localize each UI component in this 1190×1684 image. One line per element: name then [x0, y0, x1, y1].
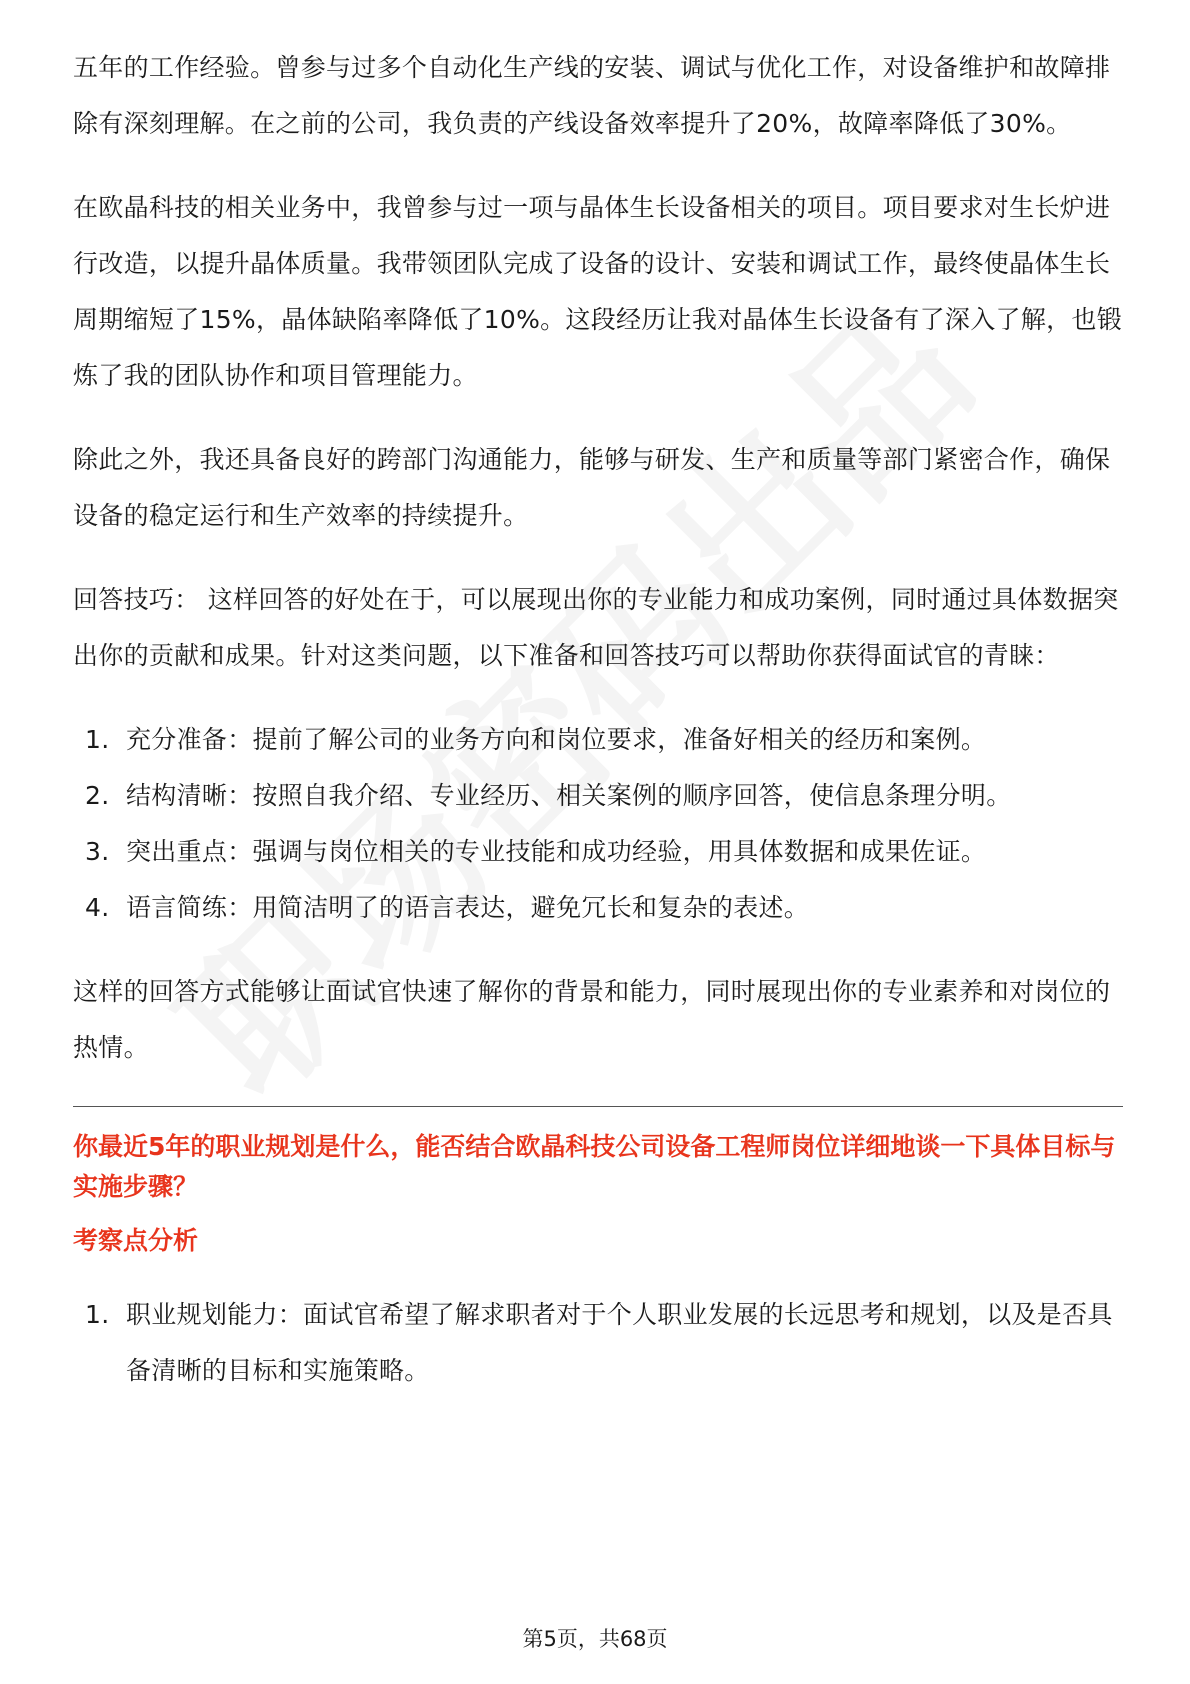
analysis-list: [73, 1287, 1123, 1399]
analysis-heading: 考察点分析: [73, 1226, 199, 1255]
list-text: 职业规划能力：面试官希望了解求职者对于个人职业发展的长远思考和规划，以及是否具备清晰的目标和实施策略。: [126, 1300, 1113, 1385]
list-number: 2.: [85, 781, 110, 810]
tips-list: [73, 712, 1123, 936]
section-divider: [73, 1106, 1123, 1107]
list-text: 突出重点：强调与岗位相关的专业技能和成功经验，用具体数据和成果佐证。: [126, 837, 987, 866]
list-text: 充分准备：提前了解公司的业务方向和岗位要求，准备好相关的经历和案例。: [126, 725, 987, 754]
paragraph-experience: 五年的工作经验。曾参与过多个自动化生产线的安装、调试与优化工作，对设备维护和故障排除有深刻理解。在之前的公司，我负责的产线设备效率提升了20%，故障率降低了30%。: [73, 53, 1111, 138]
list-text: 结构清晰：按照自我介绍、专业经历、相关案例的顺序回答，使信息条理分明。: [126, 781, 1012, 810]
list-number: 1.: [85, 1300, 110, 1329]
list-number: 4.: [85, 893, 110, 922]
page-footer: 第5页，共68页: [522, 1627, 668, 1651]
paragraph-answer-tips: 回答技巧： 这样回答的好处在于，可以展现出你的专业能力和成功案例，同时通过具体数据突出你的贡献和成果。针对这类问题，以下准备和回答技巧可以帮助你获得面试官的青睐：: [73, 585, 1119, 670]
list-item: [73, 880, 1123, 936]
list-item: [73, 768, 1123, 824]
list-item: [73, 1287, 1123, 1399]
question-heading: 你最近5年的职业规划是什么，能否结合欧晶科技公司设备工程师岗位详细地谈一下具体目标与实施步骤？: [73, 1132, 1116, 1201]
document-page: [73, 40, 1123, 1427]
list-text: 语言简练：用简洁明了的语言表达，避免冗长和复杂的表述。: [126, 893, 810, 922]
paragraph-closing: 这样的回答方式能够让面试官快速了解你的背景和能力，同时展现出你的专业素养和对岗位的热情。: [73, 977, 1111, 1062]
list-item: [73, 824, 1123, 880]
list-item: [73, 712, 1123, 768]
paragraph-project: 在欧晶科技的相关业务中，我曾参与过一项与晶体生长设备相关的项目。项目要求对生长炉进行改造，以提升晶体质量。我带领团队完成了设备的设计、安装和调试工作，最终使晶体生长周期缩短了15%，晶体缺陷率降低了10%。这段经历让我对晶体生长设备有了深入了解，也锻炼了我的团队协作和项目管理能力。: [73, 193, 1123, 390]
list-number: 3.: [85, 837, 110, 866]
list-number: 1.: [85, 725, 110, 754]
paragraph-communication: 除此之外，我还具备良好的跨部门沟通能力，能够与研发、生产和质量等部门紧密合作，确保设备的稳定运行和生产效率的持续提升。: [73, 445, 1111, 530]
